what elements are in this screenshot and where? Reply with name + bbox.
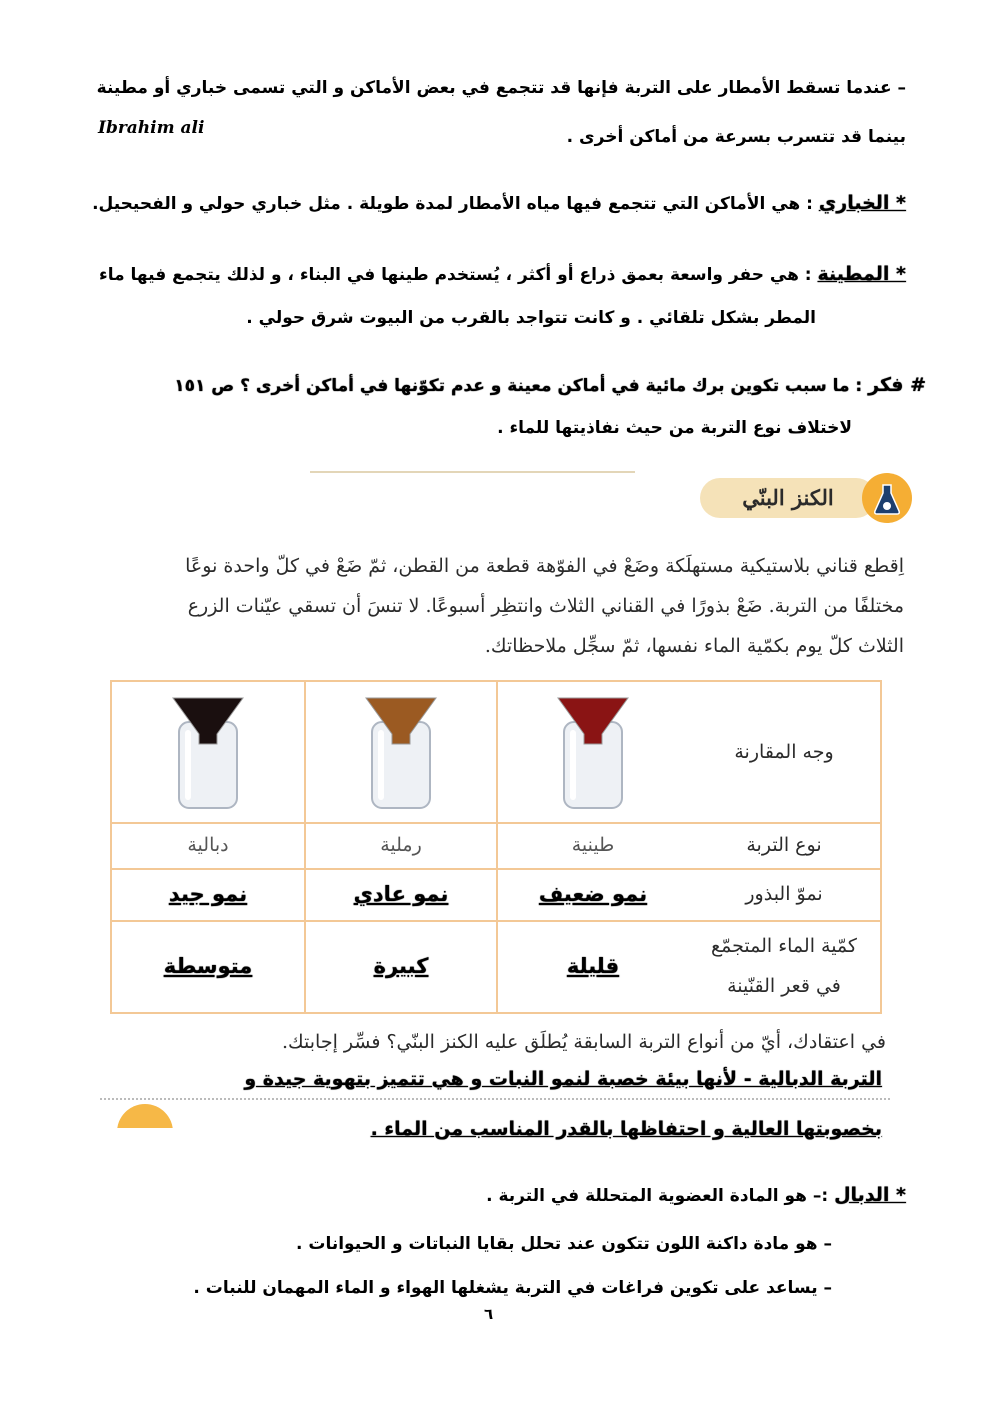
think-label: # فكر [868,374,926,396]
table-row [112,868,880,922]
table-cell: نمو جيد [168,882,248,906]
humus-term: * الدبال [834,1184,906,1206]
jar-humus-cell [112,682,304,822]
instruction-line-3: الثلاث كلّ يوم بكمّية الماء نفسها، ثمّ سجِّل ملاحظاتك. [484,635,904,657]
intro-line-2: بينما قد تتسرب بسرعة من أماكن أخرى . [566,127,906,147]
khabari-text: : هي الأماكن التي تتجمع فيها مياه الأمطار لمدة طويلة . مثل خباري حولي و الفحيحيل. [92,194,813,214]
table-cell: دبالية [187,834,229,856]
table-cell: رملية [304,822,496,868]
table-cell: نمو عادي [304,868,496,920]
table-row-images [112,682,880,824]
instruction-line-1: اِقطع قناني بلاستيكية مستهلَكة وضَعْ في الفوّهة قطعة من القطن، ثمّ ضَعْ في كلّ واحدة نوعًا [185,555,904,577]
matina-definition [60,262,906,287]
table-row [112,920,880,1012]
dotted-line [100,1098,890,1100]
table-row [112,822,880,870]
table-cell: كبيرة [304,920,496,1012]
comparison-table [110,680,882,1014]
instruction-line-2: مختلفًا من التربة. ضَعْ بذورًا في القناني الثلاث وانتظِر أسبوعًا. لا تنسَ أن تسقي عيّنات الزرع [187,595,904,617]
khabari-term: * الخباري [818,192,906,214]
table-cell: متوسطة [163,954,253,978]
jar-sand-icon [356,692,446,812]
divider [310,471,635,473]
think-answer: لاختلاف نوع التربة من حيث نفاذيتها للماء . [497,418,852,438]
header-label: وجه المقارنة [734,741,834,763]
page-number: ٦ [484,1305,494,1323]
humus-point-1: – هو مادة داكنة اللون تتكون عند تحلل بقايا النباتات و الحيوانات . [296,1234,832,1254]
jar-humus-icon [163,692,253,812]
signature: Ibrahim ali [98,118,205,138]
section-title: الكنز البنّي [700,478,876,518]
think-question [60,373,926,398]
humus-definition [60,1183,906,1208]
flask-icon [862,473,912,523]
humus-text: :– هو المادة العضوية المتحللة في التربة . [486,1186,829,1206]
think-question-text: : ما سبب تكوين برك مائية في أماكن معينة و عدم تكوّنها في أماكن أخرى ؟ ص ١٥١ [174,376,863,396]
jar-clay-icon [548,692,638,812]
jar-sand-cell [304,682,496,822]
answer-line-1: التربة الدبالية - لأنها بيئة خصبة لنمو النبات و هي تتميز بتهوية جيدة و [244,1068,882,1090]
row-label: نموّ البذور [745,883,823,905]
khabari-definition [60,191,906,216]
table-cell: نمو ضعيف [496,868,688,920]
humus-point-2: – يساعد على تكوين فراغات في التربة يشغلها الهواء و الماء المهمان للنبات . [193,1278,832,1298]
intro-line-1: – عندما تسقط الأمطار على التربة فإنها قد تتجمع في بعض الأماكن و التي تسمى خباري أو مطينة [96,78,906,98]
section-header [702,476,912,522]
row-label: كمّية الماء المتجمّع في قعر القنّينة [711,935,857,997]
jar-clay-cell [496,682,688,822]
table-cell: طينية [496,822,688,868]
matina-term: * المطينة [817,263,906,285]
matina-line-2: المطر بشكل تلقائي . و كانت تتواجد بالقرب من البيوت شرق حولي . [246,308,816,328]
matina-text: : هي حفر واسعة بعمق ذراع أو أكثر ، يُستخدم طينها في البناء ، و لذلك يتجمع فيها ماء [99,265,812,285]
answer-line-2: بخصوبتها العالية و احتفاظها بالقدر المناسب من الماء . [370,1118,882,1140]
table-cell: قليلة [496,920,688,1012]
row-label: نوع التربة [746,834,822,856]
question-text: في اعتقادك، أيّ من أنواع التربة السابقة يُطلَق عليه الكنز البنّي؟ فسِّر إجابتك. [281,1031,886,1053]
